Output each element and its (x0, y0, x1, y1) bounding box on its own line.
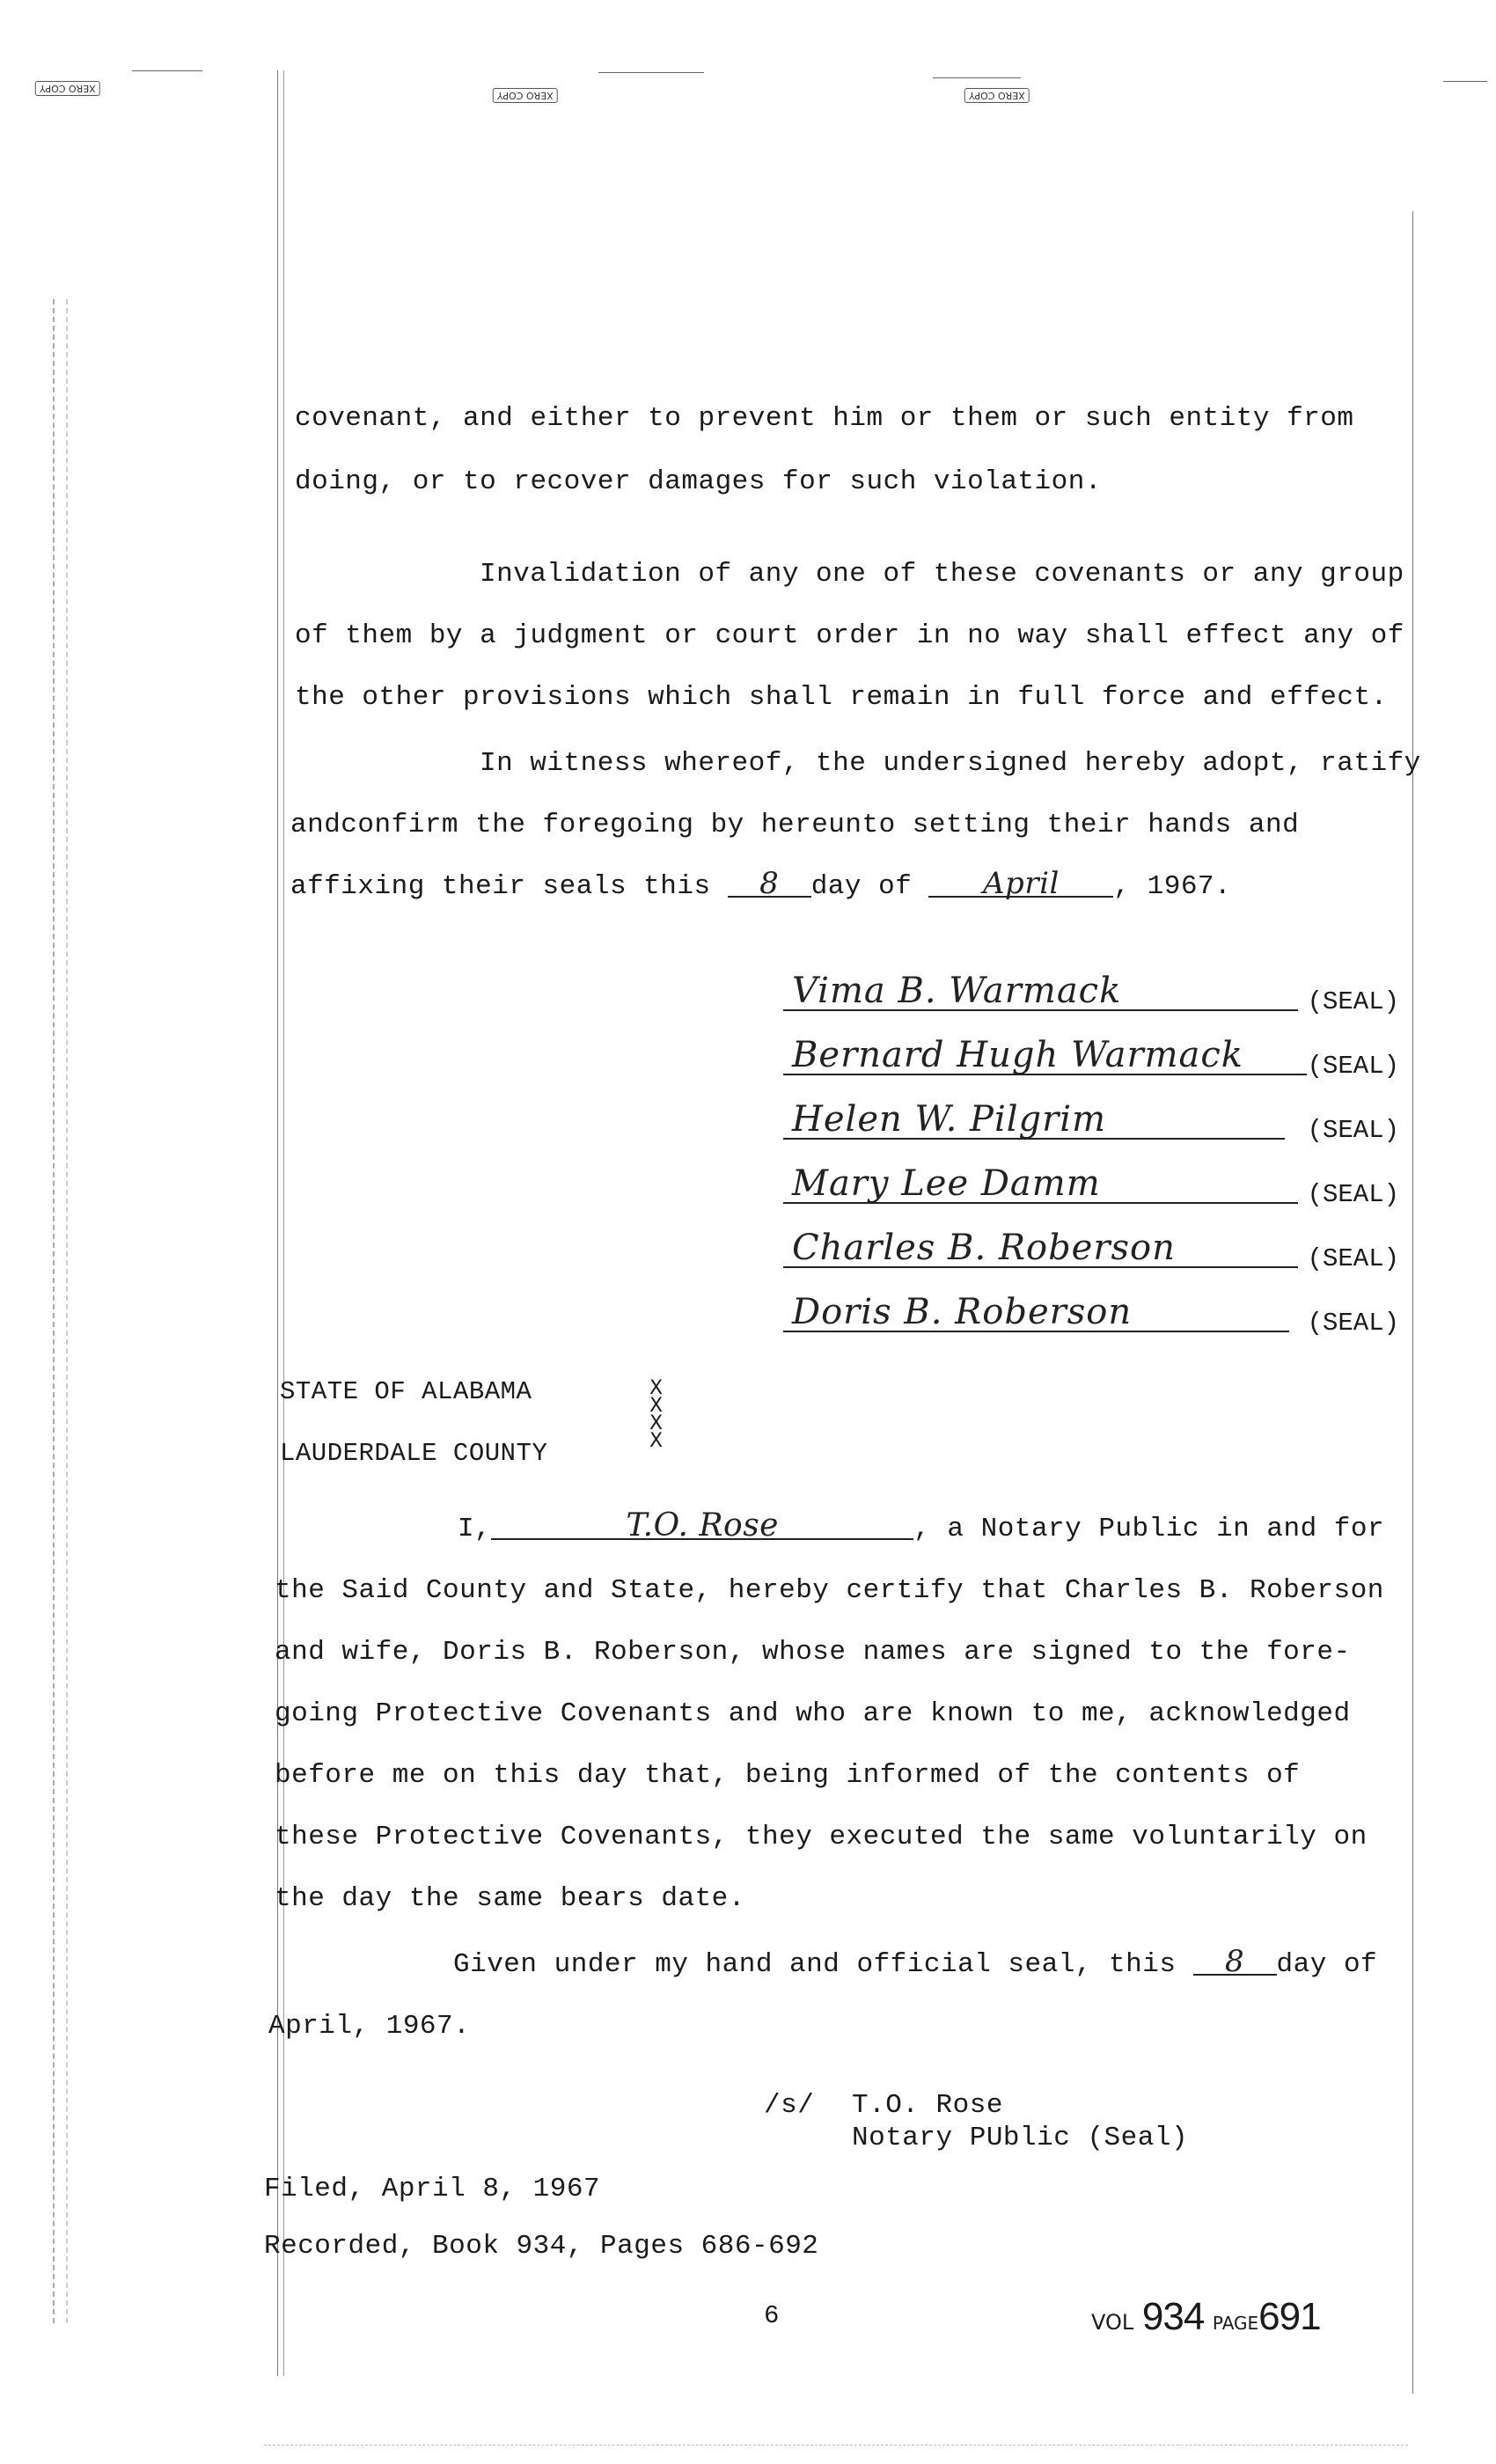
signature-row-6 (783, 1294, 1399, 1341)
notary-body-line: the day the same bears date. (275, 1883, 745, 1914)
seal-label: (SEAL) (1307, 1244, 1399, 1273)
notary-sig-prefix: /s/ (764, 2090, 815, 2121)
venue-state: STATE OF ALABAMA (280, 1377, 532, 1406)
vol-label: VOL (1091, 2310, 1134, 2335)
notary-first-line (458, 1507, 1385, 1544)
witness-day-field: 8 (728, 871, 811, 898)
vol-number: 934 (1141, 2295, 1205, 2338)
signature-row-1 (783, 972, 1399, 1020)
signature-row-2 (783, 1037, 1399, 1084)
signature-row-3 (783, 1101, 1399, 1148)
witness-year: , 1967. (1113, 871, 1232, 902)
notary-sig-name: T.O. Rose (852, 2090, 1003, 2121)
body-line: of them by a judgment or court order in no way shall effect any of (295, 620, 1404, 651)
notary-body-line: and wife, Doris B. Roberson, whose names are signed to the fore- (275, 1637, 1351, 1668)
witness-text: affixing their seals this (290, 871, 711, 902)
top-scan-mark-3 (933, 77, 1021, 78)
seal-label: (SEAL) (1307, 987, 1399, 1016)
top-scan-mark-1 (132, 70, 202, 71)
signature-3: Helen W. Pilgrim (792, 1099, 1106, 1140)
top-scan-mark-2 (598, 72, 704, 73)
notary-body-line: the Said County and State, hereby certify that Charles B. Roberson (275, 1575, 1384, 1606)
body-line: andconfirm the foregoing by hereunto setting their hands and (290, 810, 1300, 840)
witness-dayof: day of (810, 871, 913, 902)
signature-5: Charles B. Roberson (792, 1228, 1176, 1268)
page-ref: 691 (1258, 2295, 1321, 2338)
notary-body-line: before me on this day that, being informed of the contents of (275, 1760, 1301, 1791)
scan-edge-dots-2 (66, 299, 68, 2323)
xero-copy-stamp-right: XERO COPY (964, 88, 1030, 103)
signature-row-5 (783, 1229, 1399, 1277)
body-line: In witness whereof, the undersigned hereby adopt, ratify (480, 748, 1421, 779)
signature-6: Doris B. Roberson (792, 1292, 1133, 1332)
seal-label: (SEAL) (1307, 1052, 1399, 1081)
witness-date-line (290, 866, 1232, 902)
notary-body-line: going Protective Covenants and who are known to me, acknowledged (275, 1698, 1351, 1729)
witness-month-field: April (928, 871, 1113, 898)
body-line: Invalidation of any one of these covenants or any group (480, 559, 1404, 590)
seal-label: (SEAL) (1307, 1180, 1399, 1209)
notary-body-line: these Protective Covenants, they executed the same voluntarily on (275, 1822, 1368, 1852)
signature-row-4 (783, 1165, 1399, 1213)
body-line: the other provisions which shall remain in full force and effect. (295, 682, 1388, 713)
seal-label: (SEAL) (1307, 1116, 1399, 1145)
notary-sig-title: Notary PUblic (Seal) (852, 2123, 1189, 2153)
notary-line1-text: , a Notary Public in and for (913, 1514, 1385, 1544)
given-dayof: day of (1276, 1949, 1378, 1980)
signature-2: Bernard Hugh Warmack (792, 1035, 1243, 1075)
page-label: PAGE (1212, 2313, 1259, 2334)
given-line (453, 1944, 1378, 1980)
seal-label: (SEAL) (1307, 1309, 1399, 1338)
body-line: doing, or to recover damages for such violation. (295, 466, 1102, 497)
filed-date: Filed, April 8, 1967 (264, 2174, 601, 2204)
bottom-scan-mark (264, 2445, 1408, 2446)
volume-reference (1091, 2295, 1321, 2339)
venue-brace-marks: X X X X (649, 1377, 664, 1452)
right-margin-rule (1412, 211, 1413, 2394)
body-line: covenant, and either to prevent him or them or such entity from (295, 403, 1354, 434)
xero-copy-stamp-center: XERO COPY (493, 88, 558, 103)
signature-1: Vima B. Warmack (792, 971, 1122, 1011)
signature-4: Mary Lee Damm (792, 1163, 1101, 1204)
page-number: 6 (764, 2301, 780, 2330)
top-scan-mark-4 (1443, 81, 1487, 82)
scan-edge-dots-1 (53, 299, 55, 2323)
given-day-field: 8 (1193, 1949, 1277, 1976)
notary-i-label: I, (458, 1514, 492, 1544)
notary-name-field: T.O. Rose (491, 1514, 913, 1540)
xero-copy-stamp-left: XERO COPY (35, 81, 100, 96)
given-text: Given under my hand and official seal, this (453, 1949, 1177, 1980)
venue-county: LAUDERDALE COUNTY (280, 1439, 548, 1468)
recorded-ref: Recorded, Book 934, Pages 686-692 (264, 2231, 819, 2262)
given-date: April, 1967. (268, 2011, 471, 2042)
